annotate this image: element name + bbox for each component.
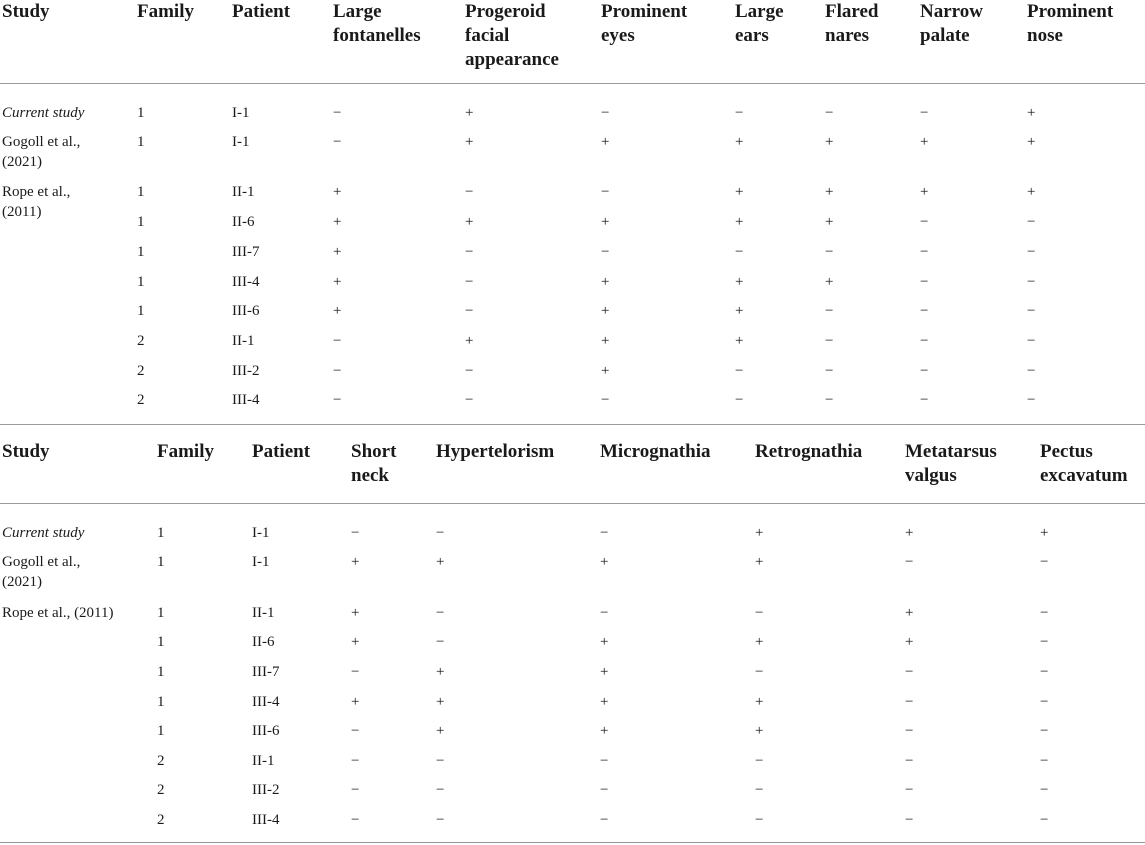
study-cell: Current study	[2, 525, 85, 541]
header-pectus-excavatum: Pectus excavatum	[1040, 441, 1128, 486]
feature-cell: −	[465, 274, 474, 290]
patient-cell: III-6	[232, 303, 260, 319]
feature-cell: −	[905, 694, 914, 710]
feature-cell: +	[755, 554, 764, 570]
header-study: Study	[2, 441, 50, 462]
study-cell: Rope et al., (2011)	[2, 184, 71, 220]
feature-cell: +	[600, 554, 609, 570]
feature-cell: −	[825, 392, 834, 408]
feature-cell: −	[1027, 303, 1036, 319]
feature-cell: −	[601, 392, 610, 408]
feature-cell: +	[600, 664, 609, 680]
feature-cell: +	[825, 184, 834, 200]
feature-cell: −	[755, 812, 764, 828]
feature-cell: +	[436, 664, 445, 680]
feature-cell: −	[920, 392, 929, 408]
feature-cell: +	[601, 274, 610, 290]
feature-cell: +	[601, 333, 610, 349]
family-cell: 2	[157, 812, 165, 828]
feature-cell: −	[465, 244, 474, 260]
feature-cell: −	[351, 753, 360, 769]
feature-cell: −	[600, 525, 609, 541]
feature-cell: −	[1040, 782, 1049, 798]
feature-cell: −	[465, 303, 474, 319]
feature-cell: −	[601, 184, 610, 200]
feature-cell: +	[333, 303, 342, 319]
patient-cell: II-6	[232, 214, 255, 230]
header-family: Family	[157, 441, 214, 462]
feature-cell: +	[436, 554, 445, 570]
feature-cell: +	[905, 634, 914, 650]
feature-cell: −	[1040, 605, 1049, 621]
patient-cell: III-4	[232, 392, 260, 408]
family-cell: 1	[157, 694, 165, 710]
feature-cell: +	[333, 274, 342, 290]
header-divider	[0, 83, 1145, 84]
feature-cell: −	[905, 782, 914, 798]
patient-cell: II-1	[232, 184, 255, 200]
feature-cell: +	[436, 723, 445, 739]
family-cell: 1	[137, 105, 145, 121]
feature-cell: +	[351, 634, 360, 650]
feature-cell: −	[920, 274, 929, 290]
study-cell: Gogoll et al., (2021)	[2, 134, 81, 170]
feature-cell: +	[600, 723, 609, 739]
header-large-ears: Large ears	[735, 1, 784, 46]
family-cell: 1	[157, 605, 165, 621]
patient-cell: II-1	[252, 753, 275, 769]
feature-cell: −	[735, 105, 744, 121]
feature-cell: −	[436, 605, 445, 621]
family-cell: 1	[157, 554, 165, 570]
patient-cell: III-7	[252, 664, 280, 680]
feature-cell: −	[735, 244, 744, 260]
feature-cell: −	[600, 605, 609, 621]
patient-cell: III-4	[232, 274, 260, 290]
header-hypertelorism: Hypertelorism	[436, 441, 555, 462]
feature-cell: +	[601, 363, 610, 379]
feature-cell: +	[825, 274, 834, 290]
feature-cell: −	[920, 363, 929, 379]
family-cell: 2	[157, 782, 165, 798]
feature-cell: +	[735, 184, 744, 200]
feature-cell: −	[825, 363, 834, 379]
feature-cell: −	[600, 782, 609, 798]
patient-cell: I-1	[232, 105, 250, 121]
feature-cell: +	[905, 605, 914, 621]
table-bottom-rule	[0, 424, 1145, 425]
patient-cell: III-2	[252, 782, 280, 798]
family-cell: 1	[157, 723, 165, 739]
feature-cell: −	[1027, 244, 1036, 260]
feature-cell: −	[333, 105, 342, 121]
feature-cell: +	[825, 214, 834, 230]
feature-cell: −	[333, 333, 342, 349]
header-divider	[0, 503, 1145, 504]
feature-cell: −	[905, 664, 914, 680]
study-cell: Current study	[2, 105, 85, 121]
feature-cell: −	[351, 723, 360, 739]
feature-cell: +	[601, 214, 610, 230]
feature-cell: −	[755, 605, 764, 621]
feature-cell: −	[755, 664, 764, 680]
feature-cell: +	[465, 214, 474, 230]
feature-cell: −	[1040, 723, 1049, 739]
patient-cell: II-1	[252, 605, 275, 621]
header-large-fontanelles: Large fontanelles	[333, 1, 421, 46]
patient-cell: III-7	[232, 244, 260, 260]
feature-cell: −	[1027, 333, 1036, 349]
patient-cell: III-2	[232, 363, 260, 379]
family-cell: 1	[157, 634, 165, 650]
family-cell: 1	[137, 274, 145, 290]
header-patient: Patient	[232, 1, 291, 22]
header-retrognathia: Retrognathia	[755, 441, 863, 462]
feature-cell: −	[465, 363, 474, 379]
feature-cell: −	[351, 525, 360, 541]
patient-cell: III-4	[252, 812, 280, 828]
feature-cell: +	[333, 214, 342, 230]
header-family: Family	[137, 1, 194, 22]
header-short-neck: Short neck	[351, 441, 397, 486]
feature-cell: +	[755, 634, 764, 650]
header-patient: Patient	[252, 441, 311, 462]
feature-cell: −	[351, 782, 360, 798]
feature-cell: −	[825, 333, 834, 349]
patient-cell: I-1	[252, 554, 270, 570]
header-study: Study	[2, 1, 50, 22]
table-craniofacial-features	[0, 0, 1145, 420]
feature-cell: −	[1040, 753, 1049, 769]
feature-cell: −	[436, 812, 445, 828]
feature-cell: −	[1027, 214, 1036, 230]
feature-cell: +	[755, 723, 764, 739]
feature-cell: −	[351, 812, 360, 828]
feature-cell: −	[436, 634, 445, 650]
family-cell: 1	[137, 134, 145, 150]
feature-cell: −	[465, 184, 474, 200]
family-cell: 1	[137, 244, 145, 260]
feature-cell: +	[333, 184, 342, 200]
feature-cell: −	[1040, 664, 1049, 680]
feature-cell: −	[601, 244, 610, 260]
feature-cell: +	[436, 694, 445, 710]
feature-cell: −	[920, 214, 929, 230]
family-cell: 2	[137, 363, 145, 379]
feature-cell: +	[351, 694, 360, 710]
patient-cell: III-6	[252, 723, 280, 739]
feature-cell: +	[600, 634, 609, 650]
feature-cell: +	[755, 694, 764, 710]
feature-cell: −	[1027, 392, 1036, 408]
header-prominent-eyes: Prominent eyes	[601, 1, 688, 46]
feature-cell: −	[735, 392, 744, 408]
feature-cell: −	[465, 392, 474, 408]
header-narrow-palate: Narrow palate	[920, 1, 983, 46]
feature-cell: −	[920, 303, 929, 319]
feature-cell: −	[333, 392, 342, 408]
feature-cell: −	[333, 134, 342, 150]
feature-cell: +	[600, 694, 609, 710]
study-cell: Rope et al., (2011)	[2, 605, 114, 621]
feature-cell: +	[735, 333, 744, 349]
feature-cell: −	[600, 753, 609, 769]
feature-cell: −	[1040, 694, 1049, 710]
patient-cell: II-1	[232, 333, 255, 349]
feature-cell: +	[735, 214, 744, 230]
feature-cell: +	[351, 554, 360, 570]
study-cell: Gogoll et al., (2021)	[2, 554, 81, 590]
feature-cell: −	[436, 782, 445, 798]
feature-cell: +	[465, 134, 474, 150]
feature-cell: +	[825, 134, 834, 150]
feature-cell: +	[601, 134, 610, 150]
table-bottom-rule	[0, 842, 1145, 843]
feature-cell: +	[755, 525, 764, 541]
header-flared-nares: Flared nares	[825, 1, 879, 46]
feature-cell: −	[920, 105, 929, 121]
feature-cell: +	[1040, 525, 1049, 541]
family-cell: 1	[137, 303, 145, 319]
family-cell: 1	[137, 184, 145, 200]
feature-cell: +	[905, 525, 914, 541]
header-metatarsus-valgus: Metatarsus valgus	[905, 441, 997, 486]
feature-cell: +	[465, 105, 474, 121]
feature-cell: −	[436, 525, 445, 541]
feature-cell: −	[735, 363, 744, 379]
feature-cell: −	[905, 554, 914, 570]
feature-cell: −	[351, 664, 360, 680]
family-cell: 1	[157, 525, 165, 541]
patient-cell: I-1	[232, 134, 250, 150]
feature-cell: +	[601, 303, 610, 319]
patient-cell: III-4	[252, 694, 280, 710]
feature-cell: +	[735, 134, 744, 150]
feature-cell: −	[1027, 274, 1036, 290]
feature-cell: −	[755, 782, 764, 798]
feature-cell: +	[333, 244, 342, 260]
feature-cell: +	[920, 134, 929, 150]
feature-cell: +	[735, 303, 744, 319]
feature-cell: +	[1027, 134, 1036, 150]
feature-cell: −	[905, 753, 914, 769]
family-cell: 1	[137, 214, 145, 230]
header-prominent-nose: Prominent nose	[1027, 1, 1114, 46]
feature-cell: −	[601, 105, 610, 121]
feature-cell: −	[755, 753, 764, 769]
feature-cell: +	[1027, 184, 1036, 200]
feature-cell: −	[905, 812, 914, 828]
feature-cell: −	[825, 105, 834, 121]
feature-cell: −	[920, 244, 929, 260]
feature-cell: −	[333, 363, 342, 379]
family-cell: 2	[157, 753, 165, 769]
feature-cell: −	[825, 244, 834, 260]
feature-cell: −	[1040, 812, 1049, 828]
feature-cell: −	[600, 812, 609, 828]
header-progeroid-facial-appearance: Progeroid facial appearance	[465, 1, 559, 70]
header-micrognathia: Micrognathia	[600, 441, 711, 462]
feature-cell: −	[905, 723, 914, 739]
feature-cell: +	[920, 184, 929, 200]
family-cell: 2	[137, 333, 145, 349]
feature-cell: −	[920, 333, 929, 349]
feature-cell: −	[1027, 363, 1036, 379]
feature-cell: −	[825, 303, 834, 319]
patient-cell: I-1	[252, 525, 270, 541]
feature-cell: −	[1040, 554, 1049, 570]
feature-cell: +	[351, 605, 360, 621]
feature-cell: +	[465, 333, 474, 349]
family-cell: 2	[137, 392, 145, 408]
table-skeletal-features	[0, 440, 1145, 845]
patient-cell: II-6	[252, 634, 275, 650]
feature-cell: +	[1027, 105, 1036, 121]
family-cell: 1	[157, 664, 165, 680]
feature-cell: −	[436, 753, 445, 769]
feature-cell: +	[735, 274, 744, 290]
feature-cell: −	[1040, 634, 1049, 650]
